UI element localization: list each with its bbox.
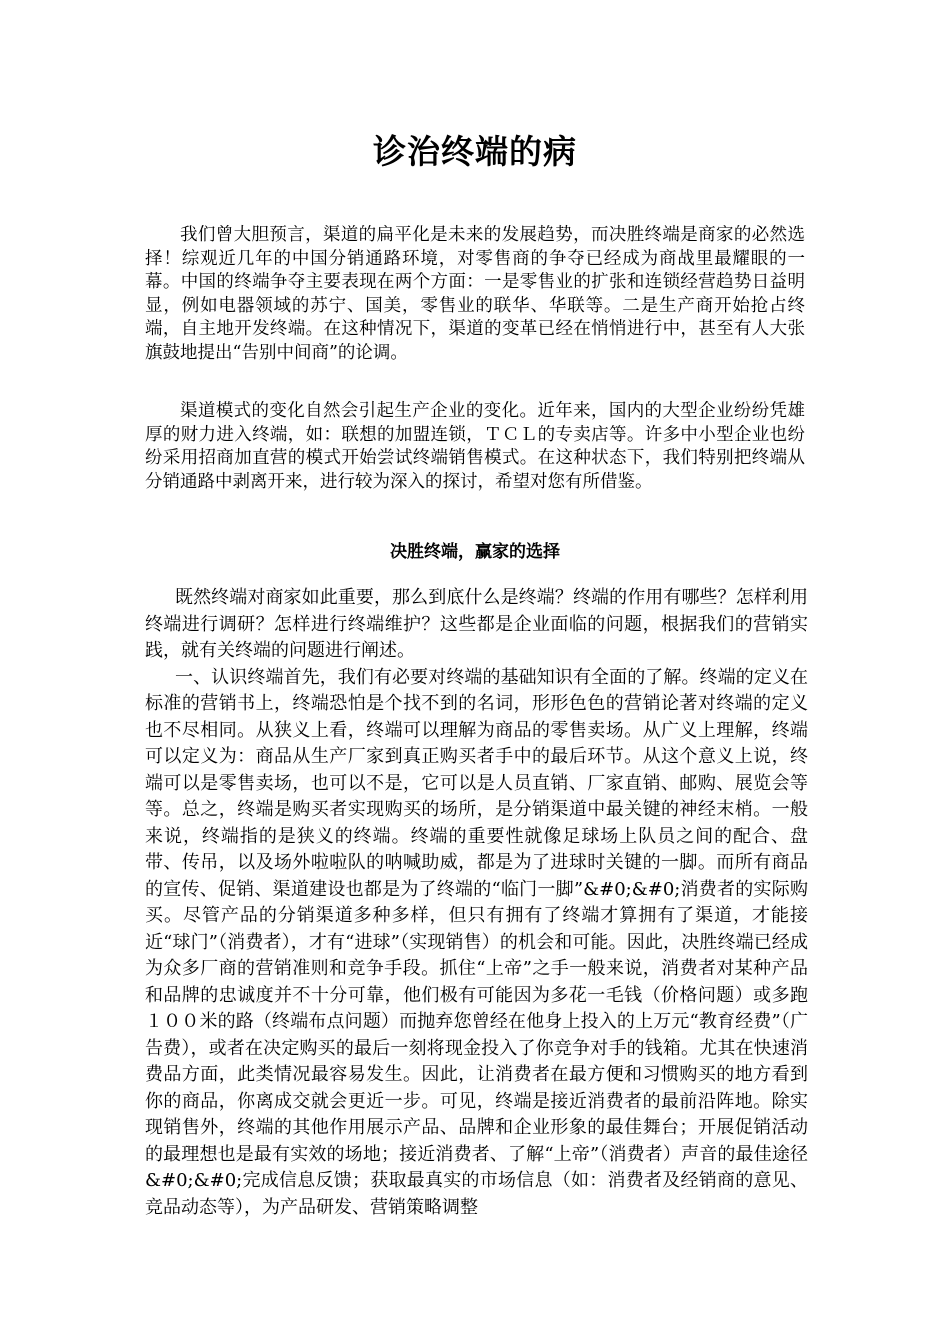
intro-paragraph-2: 渠道模式的变化自然会引起生产企业的变化。近年来，国内的大型企业纷纷凭雄厚的财力进入终端，如：联想的加盟连锁，ＴＣＬ的专卖店等。许多中小型企业也纷纷采用招商加直营的模式开始尝试终端销售模式。在这种状态下，我们特别把终端从分销通路中剥离开来，进行较为深入的探讨，希望对您有所借鉴。 bbox=[145, 401, 805, 492]
section-body bbox=[145, 585, 808, 1221]
document-title: 诊治终端的病 bbox=[373, 132, 577, 171]
intro-paragraph-1: 我们曾大胆预言，渠道的扁平化是未来的发展趋势，而决胜终端是商家的必然选择！综观近几年的中国分销通路环境，对零售商的争夺已经成为商战里最耀眼的一幕。中国的终端争夺主要表现在两个方面：一是零售业的扩张和连锁经营趋势日益明显，例如电器领域的苏宁、国美，零售业的联华、华联等。二是生产商开始抢占终端，自主地开发终端。在这种情况下，渠道的变革已经在悄悄进行中，甚至有人大张旗鼓地提出“告别中间商”的论调。 bbox=[145, 225, 805, 363]
section-heading: 决胜终端，赢家的选择 bbox=[390, 542, 560, 562]
body-paragraph-2: 一、认识终端首先，我们有必要对终端的基础知识有全面的了解。终端的定义在标准的营销书上，终端恐怕是个找不到的名词，形形色色的营销论著对终端的定义也不尽相同。从狭义上看，终端可以理解为商品的零售卖场。从广义上理解，终端可以定义为：商品从生产厂家到真正购买者手中的最后环节。从这个意义上说，终端可以是零售卖场，也可以不是，它可以是人员直销、厂家直销、邮购、展览会等等。总之，终端是购买者实现购买的场所，是分销渠道中最关键的神经末梢。一般来说，终端指的是狭义的终端。终端的重要性就像足球场上队员之间的配合、盘带、传吊，以及场外啦啦队的呐喊助威，都是为了进球时关键的一脚。而所有商品的宣传、促销、渠道建设也都是为了终端的“临门一脚”&#0;&#0;消费者的实际购买。尽管产品的分销渠道多种多样，但只有拥有了终端才算拥有了渠道，才能接近“球门”（消费者），才有“进球”（实现销售）的机会和可能。因此，决胜终端已经成为众多厂商的营销准则和竞争手段。抓住“上帝”之手一般来说，消费者对某种产品和品牌的忠诚度并不十分可靠，他们极有可能因为多花一毛钱（价格问题）或多跑１００米的路（终端布点问题）而抛弃您曾经在他身上投入的上万元“教育经费”（广告费），或者在决定购买的最后一刻将现金投入了你竞争对手的钱箱。尤其在快速消费品方面，此类情况最容易发生。因此，让消费者在最方便和习惯购买的地方看到你的商品，你离成交就会更近一步。可见，终端是接近消费者的最前沿阵地。除实现销售外，终端的其他作用展示产品、品牌和企业形象的最佳舞台；开展促销活动的最理想也是最有实效的场地；接近消费者、了解“上帝”（消费者）声音的最佳途径&#0;&#0;完成信息反馈；获取最真实的市场信息（如：消费者及经销商的意见、竞品动态等），为产品研发、营销策略调整 bbox=[145, 666, 808, 1218]
body-paragraph-1: 既然终端对商家如此重要，那么到底什么是终端？终端的作用有哪些？怎样利用终端进行调研？怎样进行终端维护？这些都是企业面临的问题，根据我们的营销实践，就有关终端的问题进行阐述。 bbox=[145, 587, 808, 661]
